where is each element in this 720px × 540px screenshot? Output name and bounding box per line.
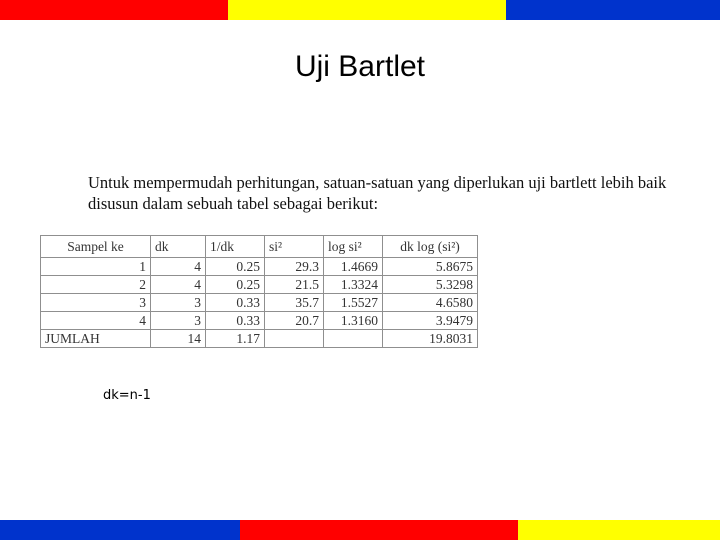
table-row — [41, 276, 478, 294]
table-total-row — [41, 330, 478, 348]
cell: 0.25 — [206, 276, 265, 294]
bottom-color-bar — [0, 520, 720, 540]
table-row — [41, 258, 478, 276]
cell: 4 — [41, 312, 151, 330]
header-dk: dk — [151, 236, 206, 258]
cell: 5.3298 — [383, 276, 478, 294]
cell: 14 — [151, 330, 206, 348]
total-label: JUMLAH — [41, 330, 151, 348]
cell: 4 — [151, 258, 206, 276]
cell: 3 — [41, 294, 151, 312]
cell: 35.7 — [265, 294, 324, 312]
bartlett-table — [40, 235, 478, 348]
dk-formula-note: dk=n-1 — [103, 388, 151, 403]
cell: 1 — [41, 258, 151, 276]
cell: 1.5527 — [324, 294, 383, 312]
blue-stripe — [0, 520, 240, 540]
cell: 3.9479 — [383, 312, 478, 330]
cell: 1.3160 — [324, 312, 383, 330]
cell: 29.3 — [265, 258, 324, 276]
cell: 2 — [41, 276, 151, 294]
cell: 1.4669 — [324, 258, 383, 276]
blue-stripe — [506, 0, 720, 20]
top-color-bar — [0, 0, 720, 20]
cell: 19.8031 — [383, 330, 478, 348]
cell: 1.3324 — [324, 276, 383, 294]
cell: 20.7 — [265, 312, 324, 330]
yellow-stripe — [228, 0, 506, 20]
yellow-stripe — [518, 520, 720, 540]
cell — [324, 330, 383, 348]
table-row — [41, 294, 478, 312]
cell: 0.33 — [206, 294, 265, 312]
cell: 0.33 — [206, 312, 265, 330]
header-sampel: Sampel ke — [41, 236, 151, 258]
header-dk-log-variance: dk log (si²) — [383, 236, 478, 258]
cell: 3 — [151, 294, 206, 312]
slide-title: Uji Bartlet — [294, 50, 426, 83]
cell: 1.17 — [206, 330, 265, 348]
intro-text: Untuk mempermudah perhitungan, satuan-satuan yang diperlukan uji bartlett lebih baik disusun dalam sebuah tabel sebagai berikut: — [88, 173, 667, 213]
red-stripe — [240, 520, 518, 540]
cell — [265, 330, 324, 348]
cell: 0.25 — [206, 258, 265, 276]
red-stripe — [0, 0, 228, 20]
cell: 4.6580 — [383, 294, 478, 312]
header-log-variance: log si² — [324, 236, 383, 258]
cell: 5.8675 — [383, 258, 478, 276]
table-header-row — [41, 236, 478, 258]
cell: 3 — [151, 312, 206, 330]
header-inv-dk: 1/dk — [206, 236, 265, 258]
cell: 4 — [151, 276, 206, 294]
header-variance: si² — [265, 236, 324, 258]
cell: 21.5 — [265, 276, 324, 294]
table-row — [41, 312, 478, 330]
